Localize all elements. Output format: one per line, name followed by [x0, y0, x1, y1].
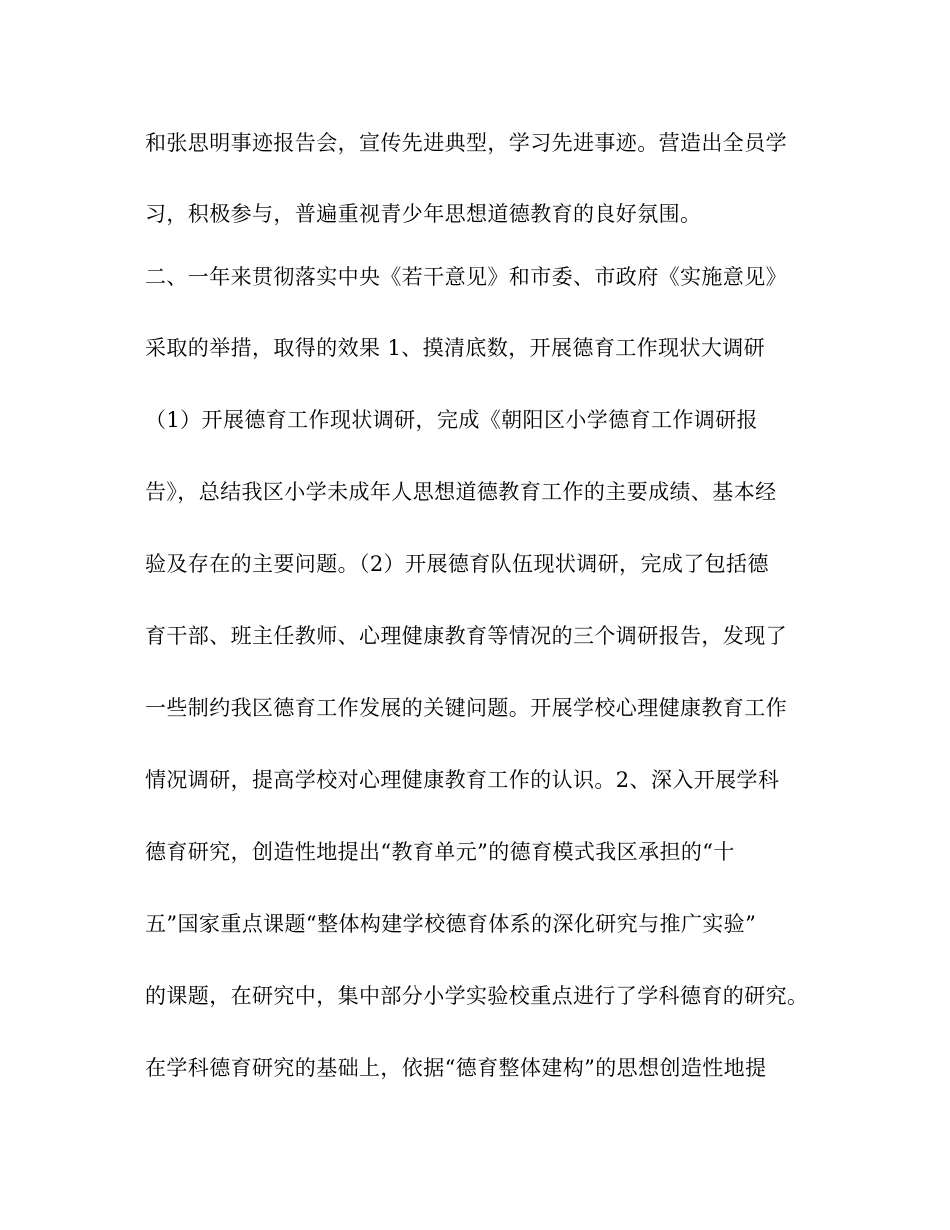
- text-line: 验及存在的主要问题。（2）开展德育队伍现状调研，完成了包括德: [145, 552, 769, 576]
- text-line: 采取的举措，取得的效果 1、摸清底数，开展德育工作现状大调研: [145, 336, 766, 360]
- text-line: 的课题，在研究中，集中部分小学实验校重点进行了学科德育的研究。: [145, 984, 809, 1008]
- text-line: 在学科德育研究的基础上，依据“德育整体建构”的思想创造性地提: [145, 1056, 767, 1080]
- text-line: 和张思明事迹报告会，宣传先进典型，学习先进事迹。营造出全员学: [145, 131, 787, 155]
- text-line: 五”国家重点课题“整体构建学校德育体系的深化研究与推广实验”: [145, 912, 757, 936]
- text-line: 一些制约我区德育工作发展的关键问题。开展学校心理健康教育工作: [145, 696, 787, 720]
- text-line: 育干部、班主任教师、心理健康教育等情况的三个调研报告，发现了: [145, 624, 787, 648]
- text-line: 习，积极参与，普遍重视青少年思想道德教育的良好氛围。: [145, 202, 702, 226]
- text-line: 情况调研，提高学校对心理健康教育工作的认识。2、深入开展学科: [145, 768, 780, 792]
- text-line: （1）开展德育工作现状调研，完成《朝阳区小学德育工作调研报: [145, 408, 758, 432]
- section-heading-line: 二、一年来贯彻落实中央《若干意见》和市委、市政府《实施意见》: [145, 265, 787, 289]
- text-line: 告》，总结我区小学未成年人思想道德教育工作的主要成绩、基本经: [145, 480, 777, 504]
- text-line: 德育研究，创造性地提出“教育单元”的德育模式我区承担的“十: [145, 840, 735, 864]
